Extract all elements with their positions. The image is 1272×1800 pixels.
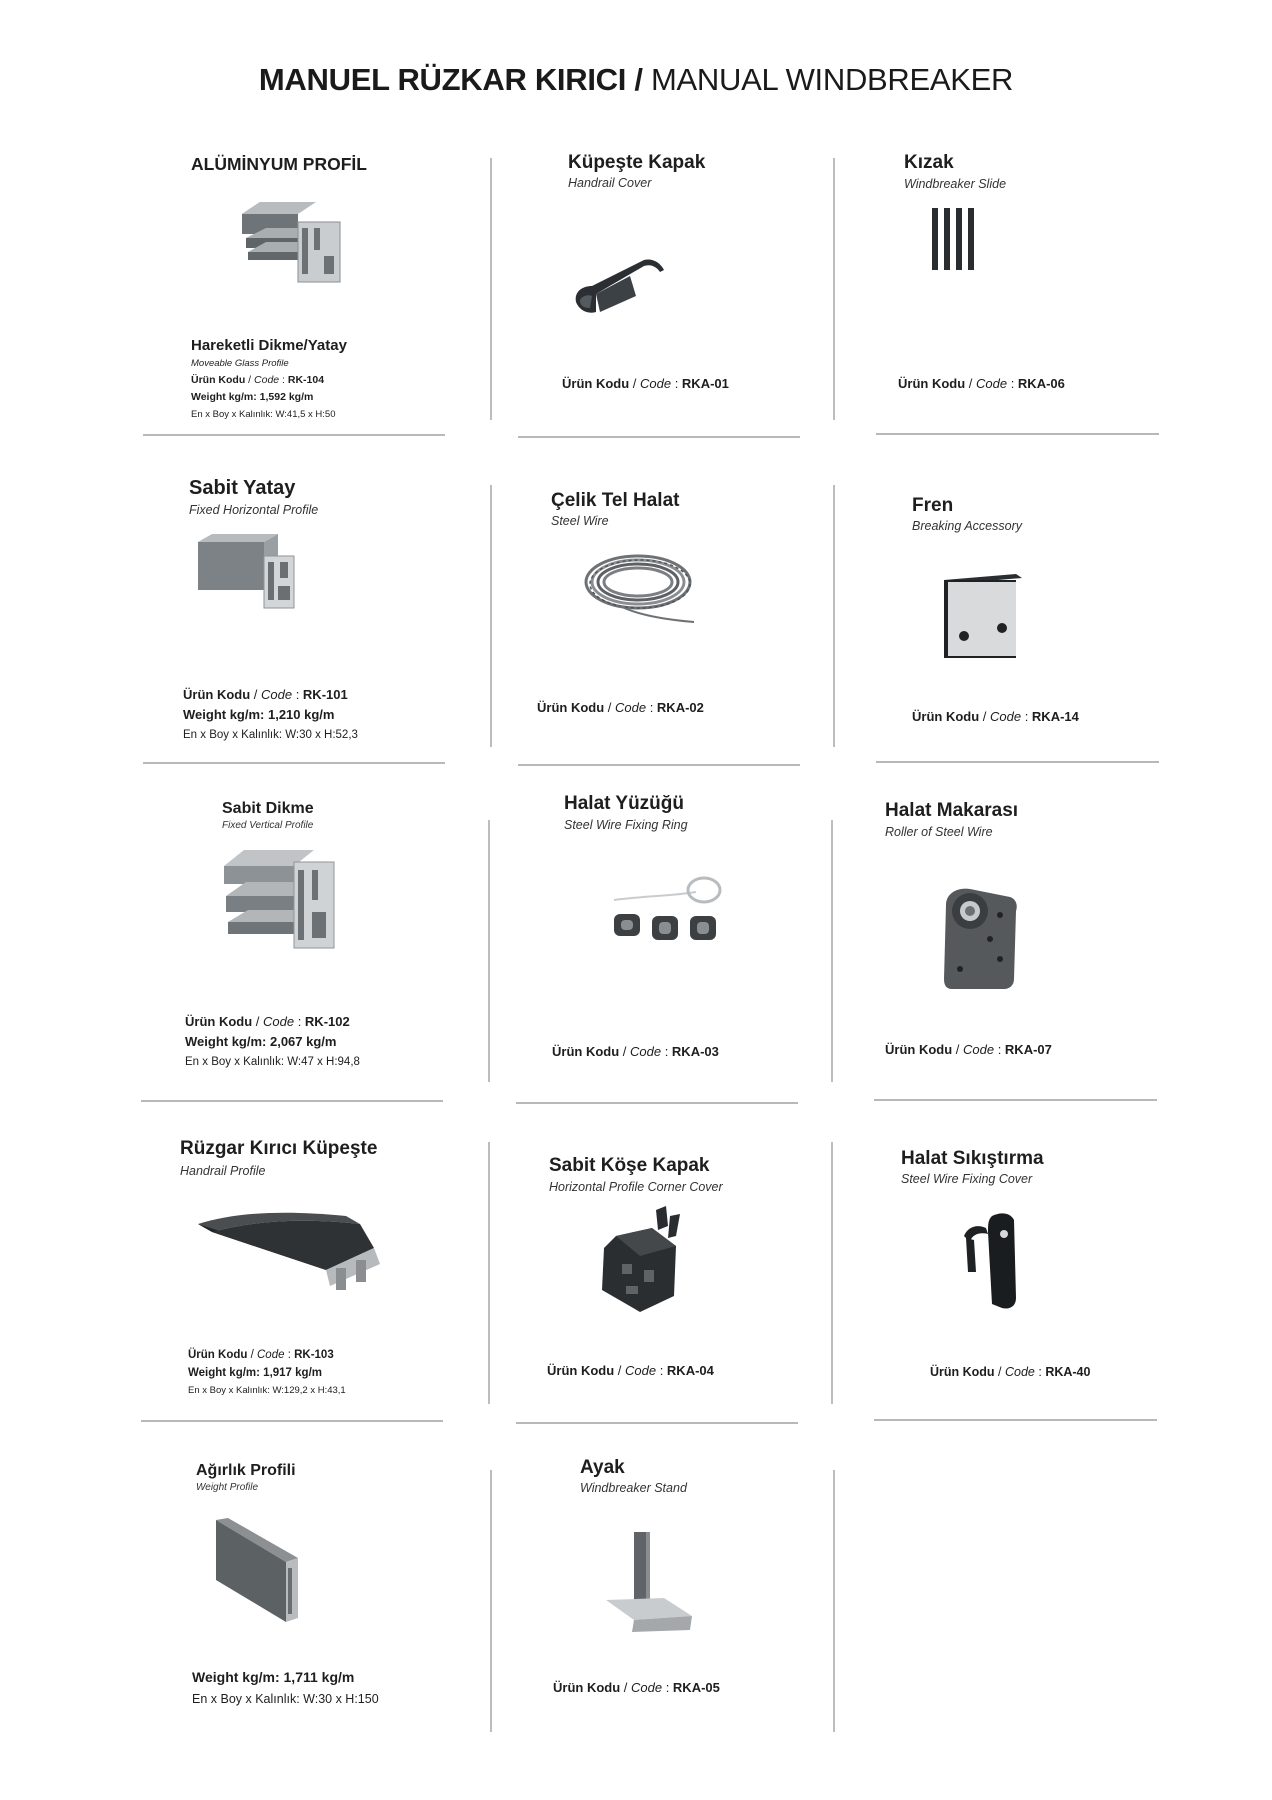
divider bbox=[141, 1100, 443, 1102]
product-weight: Weight kg/m: 1,711 kg/m bbox=[192, 1669, 355, 1685]
product-name: Çelik Tel Halat bbox=[551, 490, 680, 511]
product-name: Sabit Dikme bbox=[222, 800, 314, 817]
divider bbox=[143, 762, 445, 764]
product-code: Ürün Kodu / Code : RKA-02 bbox=[537, 700, 704, 715]
product-weight: Weight kg/m: 2,067 kg/m bbox=[185, 1034, 337, 1049]
windbreaker-slide-icon bbox=[930, 206, 976, 272]
product-name: Fren bbox=[912, 495, 954, 516]
product-name: Sabit Yatay bbox=[189, 477, 296, 499]
product-dimensions: En x Boy x Kalınlık: W:30 x H:150 bbox=[192, 1692, 379, 1706]
windbreaker-stand-icon bbox=[604, 1530, 694, 1634]
fixed-vertical-profile-icon bbox=[218, 848, 342, 958]
product-subtitle: Windbreaker Slide bbox=[904, 177, 1007, 191]
product-dimensions: En x Boy x Kalınlık: W:30 x H:52,3 bbox=[183, 729, 358, 741]
fixed-horizontal-profile-icon bbox=[194, 532, 304, 620]
product-name: Halat Yüzüğü bbox=[564, 793, 684, 814]
product-name: Halat Makarası bbox=[885, 800, 1019, 821]
product-name: Rüzgar Kırıcı Küpeşte bbox=[180, 1138, 378, 1159]
product-subtitle: Steel Wire Fixing Ring bbox=[564, 818, 688, 832]
product-subtitle: Fixed Vertical Profile bbox=[222, 820, 314, 831]
product-code: Ürün Kodu / Code : RK-101 bbox=[183, 687, 348, 702]
moveable-glass-profile-icon bbox=[236, 198, 356, 292]
divider bbox=[874, 1099, 1157, 1101]
product-name: Ağırlık Profili bbox=[196, 1462, 296, 1479]
weight-profile-icon bbox=[214, 1518, 304, 1628]
product-code: Ürün Kodu / Code : RKA-07 bbox=[885, 1042, 1052, 1057]
column-divider bbox=[833, 1470, 835, 1732]
product-specs bbox=[191, 355, 336, 423]
product-subtitle: Roller of Steel Wire bbox=[885, 825, 993, 839]
title-separator: / bbox=[634, 62, 643, 97]
product-specs bbox=[185, 1012, 360, 1072]
steel-wire-coil-icon bbox=[580, 548, 700, 628]
divider bbox=[518, 764, 800, 766]
product-weight: Weight kg/m: 1,210 kg/m bbox=[183, 707, 335, 722]
divider bbox=[141, 1420, 443, 1422]
product-subtitle: Moveable Glass Profile bbox=[191, 358, 289, 369]
wire-roller-icon bbox=[940, 885, 1020, 995]
divider bbox=[876, 433, 1159, 435]
product-name: Sabit Köşe Kapak bbox=[549, 1155, 710, 1176]
title-english: MANUAL WINDBREAKER bbox=[651, 62, 1014, 97]
product-name: Ayak bbox=[580, 1457, 625, 1478]
product-subtitle: Weight Profile bbox=[196, 1482, 259, 1493]
product-code: Ürün Kodu / Code : RKA-03 bbox=[552, 1044, 719, 1059]
product-code: Ürün Kodu / Code : RKA-14 bbox=[912, 709, 1079, 724]
column-divider bbox=[831, 820, 833, 1082]
page-title bbox=[0, 62, 1272, 98]
category-title: ALÜMİNYUM PROFİL bbox=[191, 154, 367, 174]
wire-fixing-ring-icon bbox=[612, 870, 732, 950]
column-divider bbox=[490, 1470, 492, 1732]
product-dimensions: En x Boy x Kalınlık: W:129,2 x H:43,1 bbox=[188, 1385, 346, 1396]
handrail-cover-icon bbox=[570, 252, 670, 322]
product-name: Hareketli Dikme/Yatay bbox=[191, 337, 347, 354]
product-specs bbox=[192, 1666, 379, 1710]
product-specs bbox=[183, 685, 358, 745]
product-subtitle: Fixed Horizontal Profile bbox=[189, 503, 319, 517]
product-specs bbox=[188, 1346, 346, 1400]
divider bbox=[518, 436, 800, 438]
column-divider bbox=[833, 158, 835, 420]
product-weight: Weight kg/m: 1,917 kg/m bbox=[188, 1367, 322, 1379]
column-divider bbox=[488, 820, 490, 1082]
product-code: Ürün Kodu / Code : RK-104 bbox=[191, 374, 325, 386]
product-code: Ürün Kodu / Code : RK-102 bbox=[185, 1014, 350, 1029]
brake-plate-icon bbox=[940, 572, 1024, 662]
product-code: Ürün Kodu / Code : RKA-05 bbox=[553, 1680, 720, 1695]
product-subtitle: Breaking Accessory bbox=[912, 519, 1022, 533]
product-name: Kızak bbox=[904, 152, 954, 173]
corner-cover-icon bbox=[596, 1206, 692, 1316]
product-subtitle: Windbreaker Stand bbox=[580, 1481, 687, 1495]
divider bbox=[143, 434, 445, 436]
divider bbox=[874, 1419, 1157, 1421]
product-dimensions: En x Boy x Kalınlık: W:41,5 x H:50 bbox=[191, 409, 336, 420]
product-code: Ürün Kodu / Code : RKA-01 bbox=[562, 376, 729, 391]
divider bbox=[516, 1422, 798, 1424]
column-divider bbox=[833, 485, 835, 747]
wire-fixing-cover-icon bbox=[958, 1212, 1038, 1312]
product-subtitle: Steel Wire Fixing Cover bbox=[901, 1172, 1033, 1186]
product-subtitle: Horizontal Profile Corner Cover bbox=[549, 1180, 723, 1194]
product-dimensions: En x Boy x Kalınlık: W:47 x H:94,8 bbox=[185, 1056, 360, 1068]
product-code: Ürün Kodu / Code : RKA-04 bbox=[547, 1363, 714, 1378]
product-weight: Weight kg/m: 1,592 kg/m bbox=[191, 391, 314, 403]
divider bbox=[516, 1102, 798, 1104]
column-divider bbox=[831, 1142, 833, 1404]
handrail-profile-icon bbox=[196, 1210, 382, 1304]
product-subtitle: Handrail Profile bbox=[180, 1164, 266, 1178]
product-code: Ürün Kodu / Code : RKA-40 bbox=[930, 1365, 1091, 1379]
column-divider bbox=[490, 485, 492, 747]
product-code: Ürün Kodu / Code : RKA-06 bbox=[898, 376, 1065, 391]
product-name: Halat Sıkıştırma bbox=[901, 1148, 1044, 1169]
column-divider bbox=[490, 158, 492, 420]
title-turkish: MANUEL RÜZKAR KIRICI bbox=[258, 62, 627, 97]
product-code: Ürün Kodu / Code : RK-103 bbox=[188, 1349, 334, 1361]
product-subtitle: Handrail Cover bbox=[568, 176, 652, 190]
product-subtitle: Steel Wire bbox=[551, 514, 609, 528]
divider bbox=[876, 761, 1159, 763]
column-divider bbox=[488, 1142, 490, 1404]
product-name: Küpeşte Kapak bbox=[568, 152, 706, 173]
